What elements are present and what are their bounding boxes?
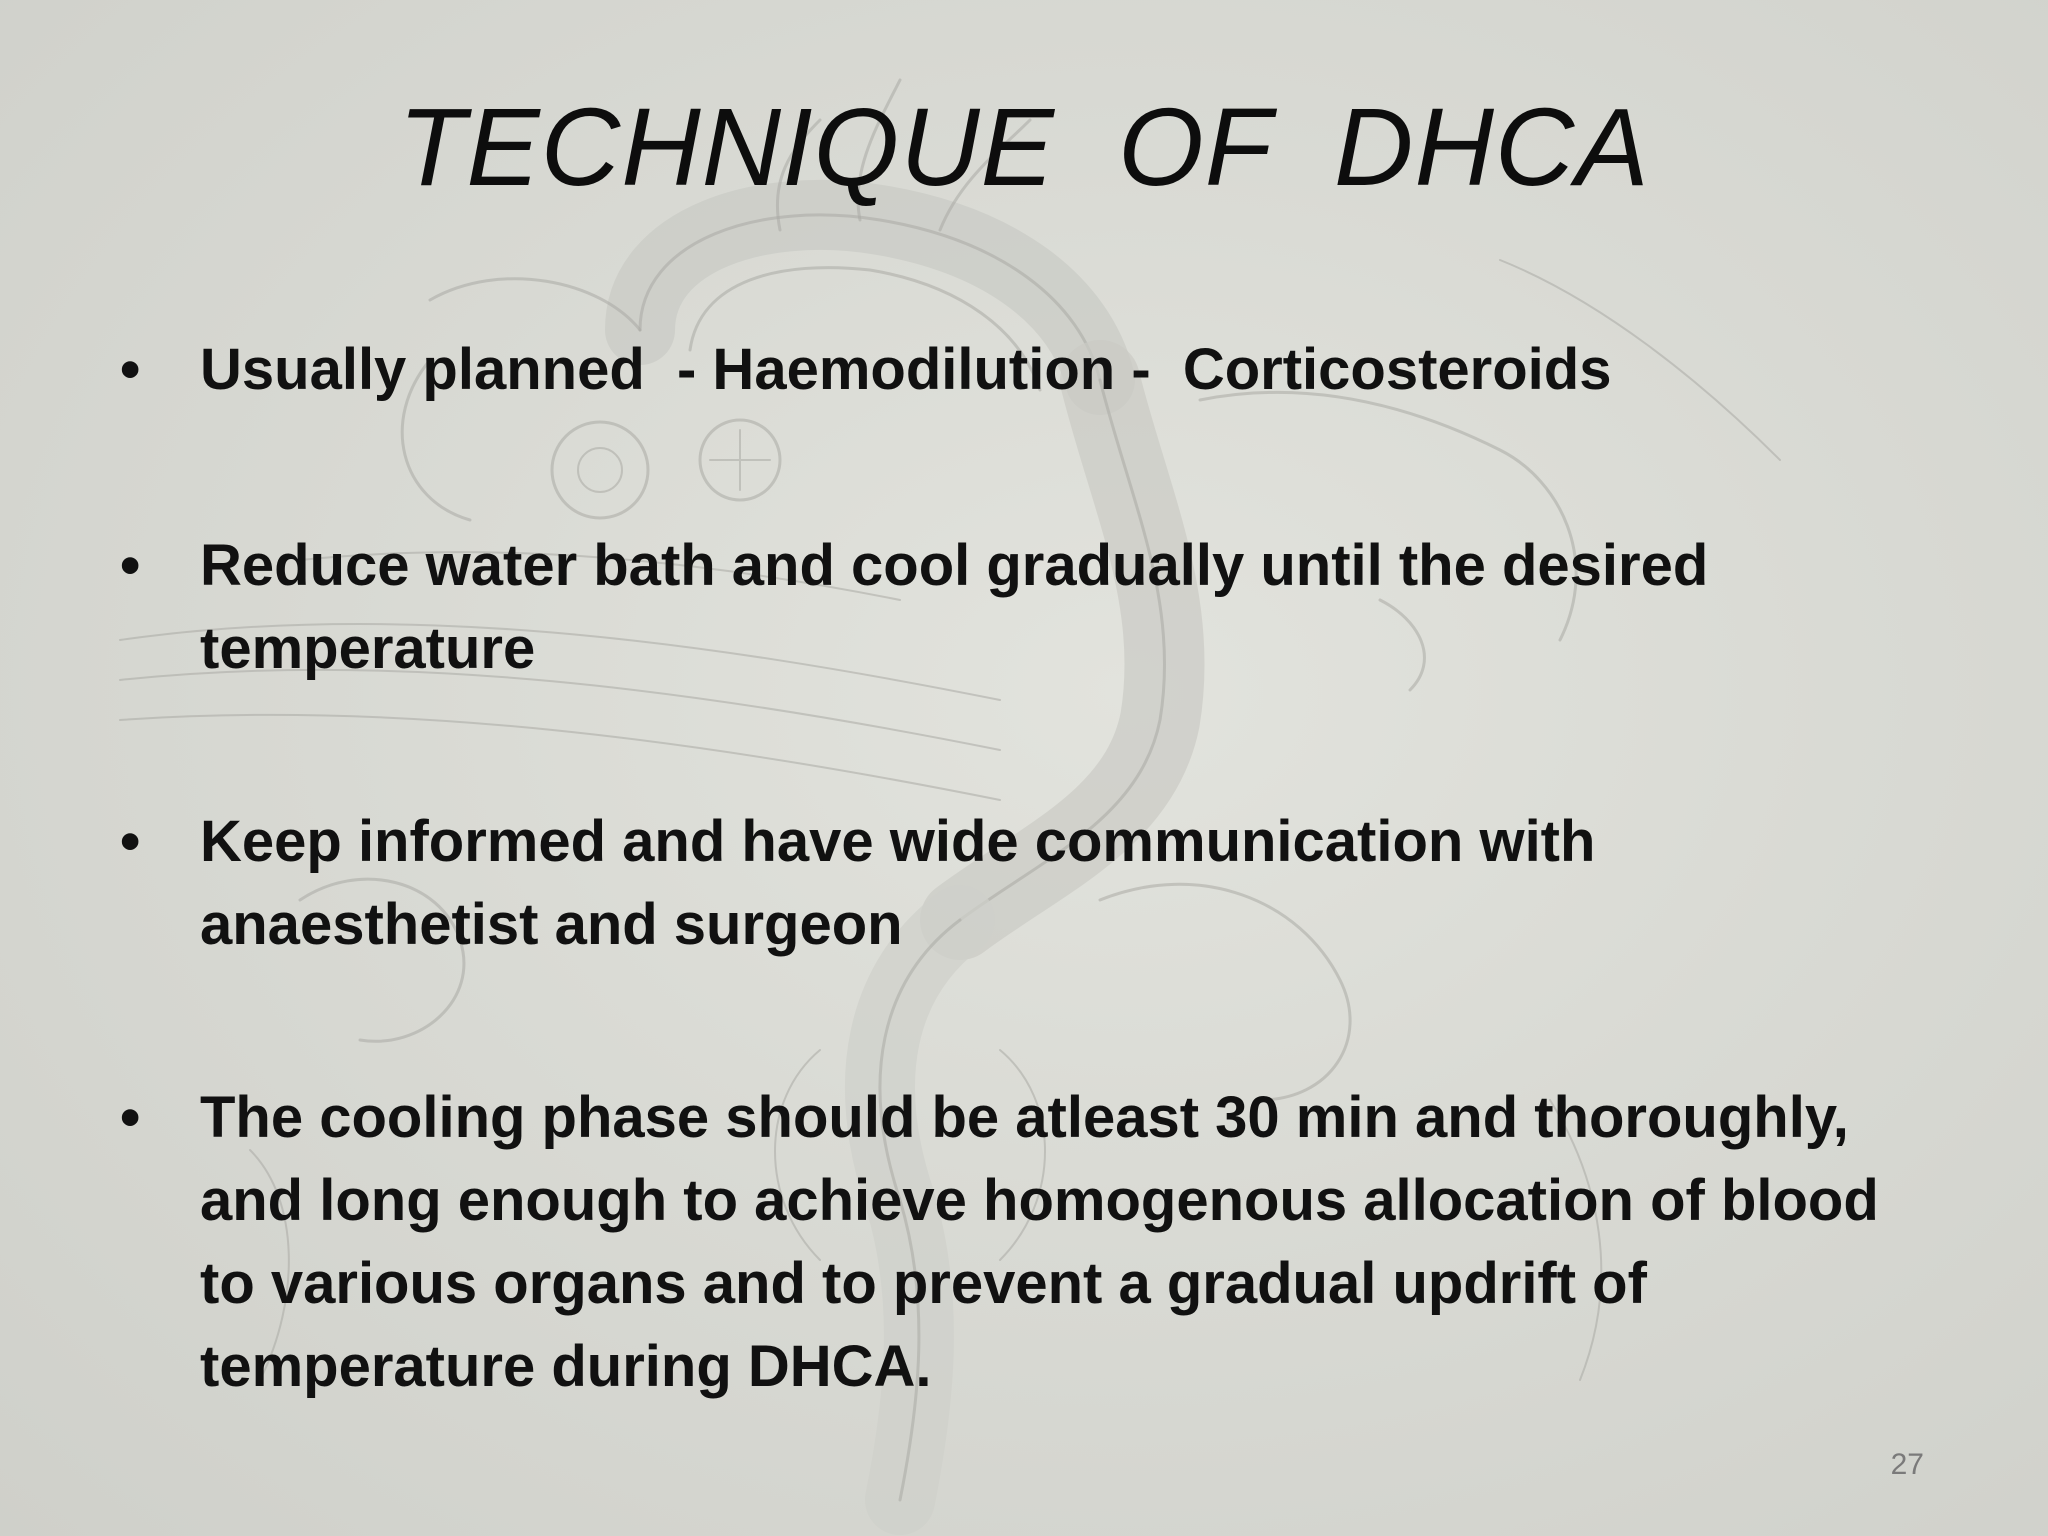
- bullet-item: • The cooling phase should be atleast 30 min and thoroughly, and long enough to achieve homogenous allocation of blood to various organs and to prevent a gradual updrift of temperature during DHCA.: [120, 1076, 1940, 1408]
- bullet-item: • Usually planned - Haemodilution - Corticosteroids: [120, 328, 1940, 411]
- page-number: 27: [1890, 1448, 1924, 1481]
- bullet-item: • Reduce water bath and cool gradually until the desired temperature: [120, 524, 1940, 690]
- bullet-list: [120, 328, 1940, 1408]
- bullet-item: • Keep informed and have wide communication with anaesthetist and surgeon: [120, 800, 1940, 966]
- slide-title: TECHNIQUE OF DHCA: [398, 86, 1650, 209]
